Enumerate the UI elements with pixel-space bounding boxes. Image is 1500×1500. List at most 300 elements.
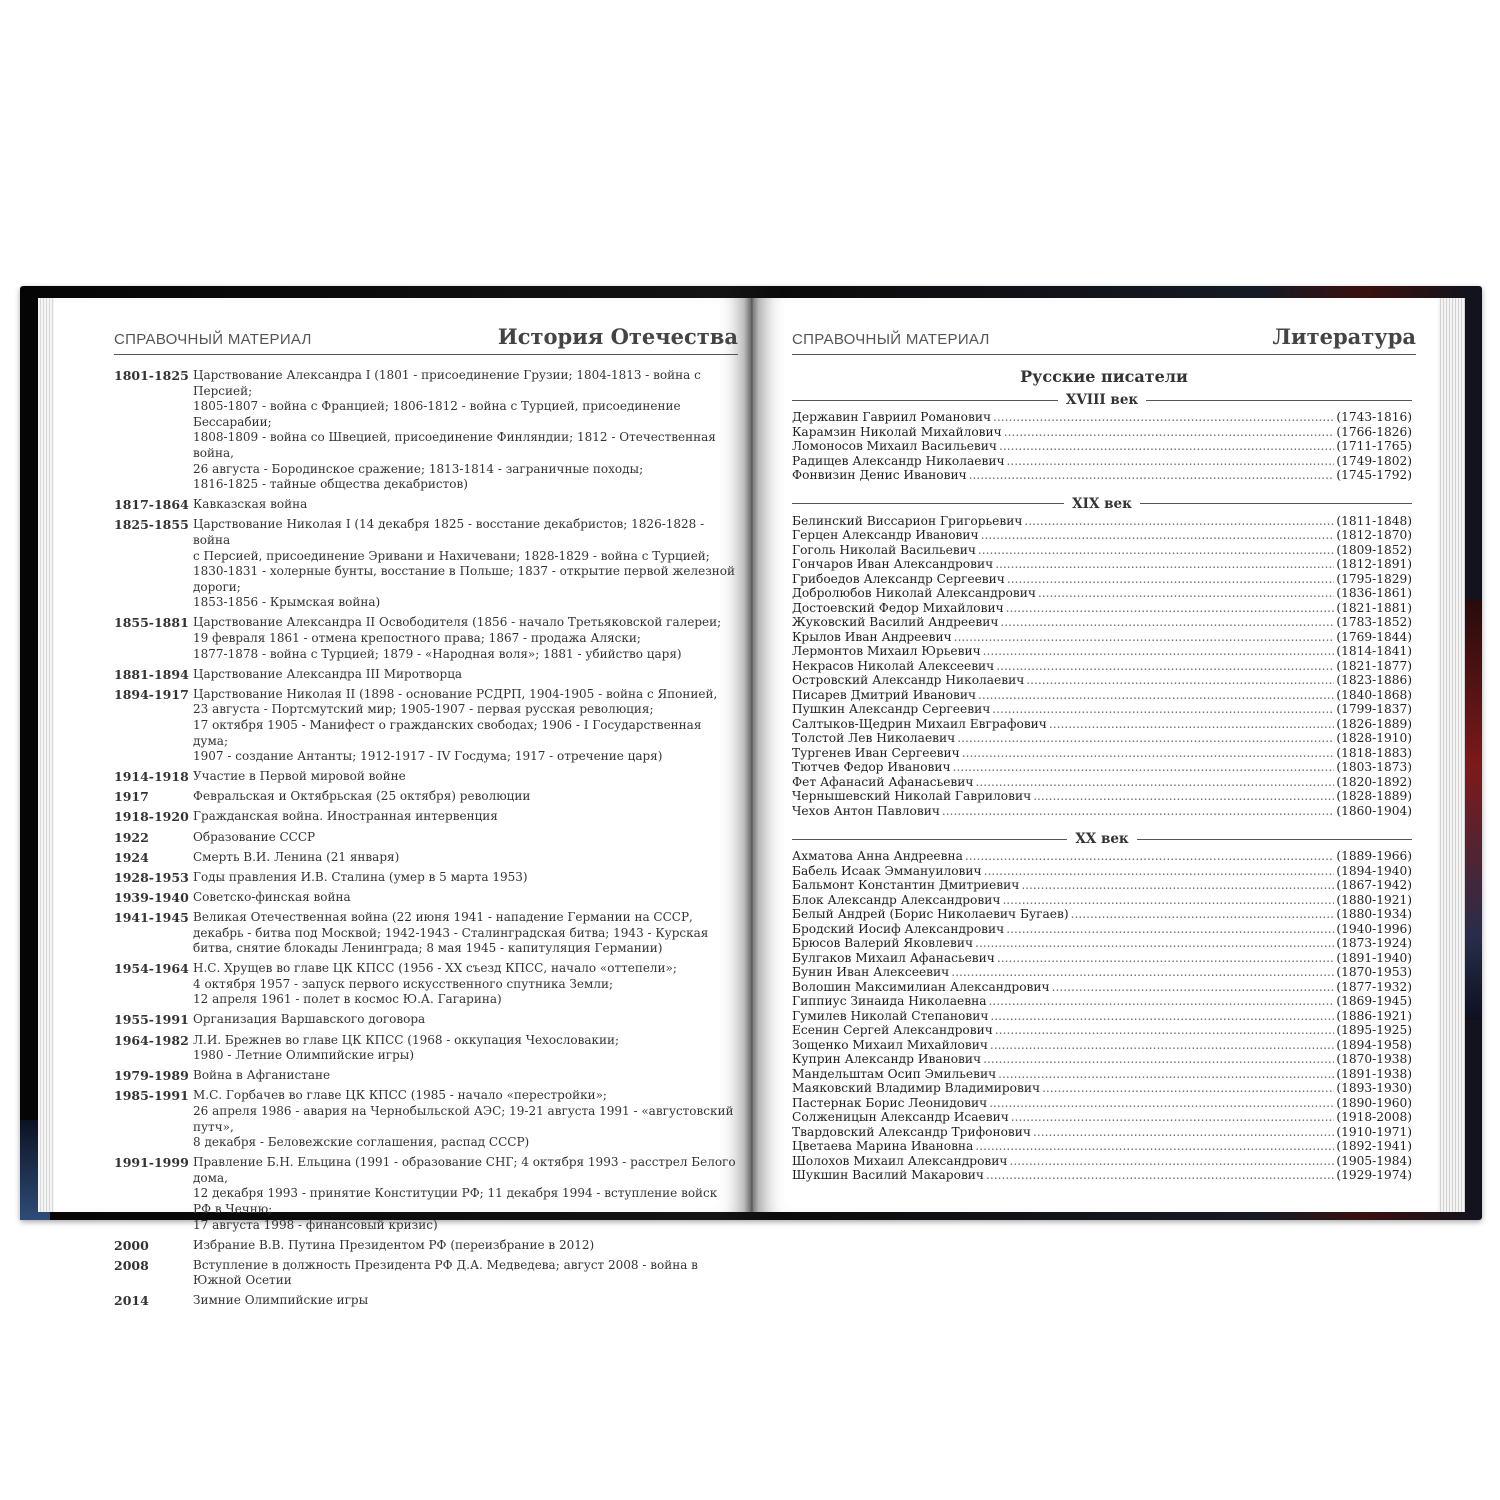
writer-name: Шукшин Василий Макарович (792, 1168, 984, 1182)
writer-row (792, 1168, 1412, 1183)
writer-years: (1940-1996) (1336, 921, 1412, 936)
writer-years: (1823-1886) (1336, 673, 1412, 687)
writer-row (792, 731, 1412, 746)
leader-dots (978, 688, 1334, 703)
timeline-description (193, 870, 738, 886)
writer-years: (1870-1938) (1336, 1052, 1412, 1066)
writer-row (792, 893, 1412, 908)
leader-dots (1021, 878, 1334, 893)
timeline-description (193, 910, 738, 957)
timeline-description (193, 850, 738, 866)
timeline-entry (114, 830, 738, 846)
timeline-entry (114, 789, 738, 805)
writer-name: Островский Александр Николаевич (792, 673, 1025, 687)
leader-dots (975, 1139, 1334, 1154)
timeline-year: 1825-1855 (114, 517, 189, 533)
timeline-line: 17 октября 1905 - Манифест о гражданских свободах; 1906 - I Государственная дума; (193, 717, 702, 748)
timeline-description (193, 1033, 738, 1064)
timeline-line: Избрание В.В. Путина Президентом РФ (переизбрание в 2012) (193, 1237, 595, 1252)
timeline-description (193, 1068, 738, 1084)
writer-years: (1891-1940) (1336, 950, 1412, 965)
writer-row (792, 849, 1412, 864)
timeline-entry (114, 1088, 738, 1150)
timeline-entry (114, 1068, 738, 1084)
writer-name: Крылов Иван Андреевич (792, 629, 952, 644)
timeline-line: 12 апреля 1961 - полет в космос Ю.А. Гагарина) (193, 992, 502, 1007)
leader-dots (1049, 717, 1334, 732)
timeline-entry (114, 1293, 738, 1309)
leader-dots (989, 1096, 1334, 1111)
writer-years: (1814-1841) (1336, 644, 1412, 658)
timeline-description (193, 830, 738, 846)
timeline-line: Царствование Николая II (1898 - основание РСДРП, 1904-1905 - война с Японией, (193, 686, 718, 701)
timeline-line: Правление Б.Н. Ельцина (1991 - образование СНГ; 4 октября 1993 - расстрел Белого дома, (193, 1155, 736, 1185)
writer-name: Фонвизин Денис Иванович (792, 468, 967, 482)
timeline-line: Великая Отечественная война (22 июня 1941 - нападение Германии на СССР, (193, 909, 693, 924)
writers-list (792, 391, 1412, 1183)
writer-name: Бальмонт Константин Дмитриевич (792, 878, 1020, 892)
timeline-entry (114, 667, 738, 683)
writer-name: Мандельштам Осип Эмильевич (792, 1066, 997, 1081)
writer-name: Радищев Александр Николаевич (792, 453, 1005, 468)
leader-dots (1000, 615, 1334, 630)
writer-name: Пастернак Борис Леонидович (792, 1095, 988, 1110)
leader-dots (1042, 1081, 1334, 1096)
writer-row (792, 922, 1412, 937)
writer-years: (1711-1765) (1336, 439, 1412, 453)
writer-name: Фет Афанасий Афанасьевич (792, 774, 974, 789)
left-page-header (114, 324, 738, 349)
timeline-year: 1964-1982 (114, 1032, 189, 1048)
writer-years: (1860-1904) (1336, 803, 1412, 818)
leader-dots (986, 1168, 1334, 1183)
writer-row (792, 965, 1412, 980)
timeline-line: 1816-1825 - тайные общества декабристов) (193, 477, 468, 492)
timeline-description (193, 1088, 738, 1150)
writer-years: (1891-1938) (1336, 1066, 1412, 1081)
timeline-line: 12 декабря 1993 - принятие Конституции РФ; 11 декабря 1994 - вступление войск РФ в Чечню; (193, 1186, 718, 1216)
timeline-year: 1917 (114, 789, 149, 805)
timeline-description (193, 789, 738, 805)
timeline-description (193, 517, 738, 611)
writer-years: (1812-1891) (1336, 557, 1412, 571)
writer-years: (1828-1889) (1336, 789, 1412, 803)
timeline-line: с Персией, присоединение Эривани и Нахичевани; 1828-1829 - война с Турцией; (193, 548, 710, 563)
writer-row (792, 936, 1412, 951)
writer-row (792, 1110, 1412, 1125)
writer-name: Солженицын Александр Исаевич (792, 1110, 1009, 1124)
timeline-year: 1881-1894 (114, 666, 189, 682)
section-title: Русские писатели (1020, 367, 1188, 386)
century-rule-left (792, 400, 1058, 401)
leader-dots (999, 439, 1334, 454)
timeline-line: М.С. Горбачев во главе ЦК КПСС (1985 - начало «перестройки»; (193, 1088, 607, 1103)
writer-name: Державин Гавриил Романович (792, 410, 992, 424)
writer-years: (1811-1848) (1336, 513, 1412, 528)
timeline-description (193, 497, 738, 513)
writer-years: (1880-1921) (1336, 892, 1412, 907)
right-page-header (792, 324, 1416, 349)
timeline-line: 19 февраля 1861 - отмена крепостного права; 1867 - продажа Аляски; (193, 631, 641, 645)
leader-dots (975, 936, 1334, 951)
timeline-line: 1805-1807 - война с Францией; 1806-1812 - война с Турцией, присоединение Бессарабии; (193, 399, 681, 429)
writer-years: (1818-1883) (1336, 745, 1412, 760)
history-timeline (114, 368, 738, 1314)
leader-dots (953, 760, 1335, 775)
left-header-rule (114, 354, 738, 355)
timeline-entry (114, 1238, 738, 1254)
writer-name: Карамзин Николай Михайлович (792, 424, 1002, 439)
writer-name: Цветаева Марина Ивановна (792, 1139, 974, 1153)
leader-dots (1011, 1110, 1335, 1125)
timeline-description (193, 1238, 738, 1254)
writer-name: Бунин Иван Алексеевич (792, 965, 950, 979)
writer-years: (1828-1910) (1336, 731, 1412, 745)
century-rule-right (1137, 839, 1412, 840)
timeline-line: Организация Варшавского договора (193, 1012, 426, 1027)
writer-name: Салтыков-Щедрин Михаил Евграфович (792, 716, 1047, 731)
timeline-line: Война в Афганистане (193, 1068, 331, 1083)
century-heading (792, 831, 1412, 847)
timeline-entry (114, 1155, 738, 1233)
writer-row (792, 760, 1412, 775)
leader-dots (1071, 907, 1335, 922)
writer-years: (1870-1953) (1336, 965, 1412, 979)
timeline-description (193, 368, 738, 493)
leader-dots (1004, 425, 1335, 440)
leader-dots (957, 731, 1334, 746)
leader-dots (951, 965, 1334, 980)
writer-name: Булгаков Михаил Афанасьевич (792, 950, 995, 965)
timeline-entry (114, 1012, 738, 1028)
writer-name: Гончаров Иван Александрович (792, 557, 994, 571)
timeline-line: 1877-1878 - война с Турцией; 1879 - «Народная воля»; 1881 - убийство царя) (193, 646, 682, 661)
leader-dots (983, 644, 1335, 659)
writer-years: (1766-1826) (1336, 424, 1412, 439)
writer-row (792, 659, 1412, 674)
writer-row (792, 1081, 1412, 1096)
writer-years: (1821-1877) (1336, 658, 1412, 673)
writer-name: Маяковский Владимир Владимирович (792, 1081, 1041, 1095)
writer-name: Ломоносов Михаил Васильевич (792, 439, 997, 453)
leader-dots (995, 557, 1334, 572)
writer-name: Бродский Иосиф Александрович (792, 921, 1005, 936)
leader-dots (983, 1052, 1334, 1067)
leader-dots (995, 1023, 1335, 1038)
writer-row (792, 1052, 1412, 1067)
century-heading (792, 392, 1412, 408)
timeline-line: Царствование Николая I (14 декабря 1825 - восстание декабристов; 1826-1828 - война (193, 517, 705, 547)
timeline-line: 1808-1809 - война со Швецией, присоединение Финляндии; 1812 - Отечественная война, (193, 430, 716, 460)
writer-row (792, 528, 1412, 543)
timeline-line: Вступление в должность Президента РФ Д.А. Медведева; август 2008 - война в Южной Осетии (193, 1257, 698, 1288)
century-label: XVIII век (1065, 392, 1139, 408)
writer-row (792, 1009, 1412, 1024)
timeline-year: 1979-1989 (114, 1068, 189, 1084)
timeline-entry (114, 517, 738, 611)
timeline-year: 1954-1964 (114, 961, 189, 977)
century-gap (792, 818, 1412, 830)
writer-years: (1836-1861) (1336, 586, 1412, 600)
writer-name: Герцен Александр Иванович (792, 528, 979, 542)
writer-years: (1745-1792) (1336, 468, 1412, 482)
leader-dots (988, 994, 1334, 1009)
writer-years: (1769-1844) (1336, 629, 1412, 644)
leader-dots (1033, 1125, 1334, 1140)
century-rule-right (1140, 503, 1412, 504)
timeline-line: 23 августа - Портсмутский мир; 1905-1907 - первая русская революция; (193, 702, 654, 717)
writer-years: (1890-1960) (1336, 1095, 1412, 1110)
leader-dots (1006, 922, 1334, 937)
writer-name: Волошин Максимилиан Александрович (792, 979, 1050, 994)
century-rule-left (792, 839, 1067, 840)
timeline-year: 1955-1991 (114, 1012, 189, 1028)
writer-name: Грибоедов Александр Сергеевич (792, 571, 1005, 586)
timeline-year: 1941-1945 (114, 909, 189, 925)
leader-dots (962, 746, 1335, 761)
timeline-year: 1855-1881 (114, 615, 189, 631)
timeline-line: 26 августа - Бородинское сражение; 1813-1814 - заграничные походы; (193, 461, 644, 476)
writer-years: (1918-2008) (1336, 1110, 1412, 1124)
timeline-year: 1924 (114, 849, 149, 865)
leader-dots (1009, 1154, 1334, 1169)
timeline-description (193, 1258, 738, 1289)
writer-row (792, 439, 1412, 454)
writer-years: (1873-1924) (1336, 936, 1412, 950)
timeline-entry (114, 850, 738, 866)
writer-row (792, 425, 1412, 440)
writer-name: Лермонтов Михаил Юрьевич (792, 644, 981, 658)
writer-row (792, 1067, 1412, 1082)
writer-name: Чехов Антон Павлович (792, 803, 940, 818)
writer-row (792, 673, 1412, 688)
writer-years: (1749-1802) (1336, 453, 1412, 468)
writer-years: (1880-1934) (1336, 907, 1412, 921)
writer-name: Достоевский Федор Михайлович (792, 600, 1004, 615)
timeline-entry (114, 1258, 738, 1289)
writer-row (792, 717, 1412, 732)
writer-years: (1799-1837) (1336, 702, 1412, 716)
timeline-entry (114, 809, 738, 825)
leader-dots (942, 804, 1334, 819)
leader-dots (990, 1009, 1334, 1024)
timeline-year: 1922 (114, 829, 149, 845)
writer-name: Белинский Виссарион Григорьевич (792, 513, 1023, 528)
timeline-description (193, 667, 738, 683)
writer-years: (1869-1945) (1336, 994, 1412, 1008)
leader-dots (993, 410, 1334, 425)
timeline-description (193, 890, 738, 906)
writer-name: Блок Александр Александрович (792, 892, 1001, 907)
writer-row (792, 864, 1412, 879)
writer-row (792, 557, 1412, 572)
timeline-line: Образование СССР (193, 829, 316, 844)
leader-dots (1007, 454, 1335, 469)
writer-row (792, 1139, 1412, 1154)
writer-row (792, 775, 1412, 790)
writer-row (792, 746, 1412, 761)
right-page-kicker: СПРАВОЧНЫЙ МАТЕРИАЛ (792, 331, 990, 348)
century-heading (792, 496, 1412, 512)
page-stack-right (1435, 298, 1465, 1212)
leader-dots (965, 849, 1334, 864)
leader-dots (1024, 514, 1334, 529)
timeline-line: Февральская и Октябрьская (25 октября) революции (193, 789, 531, 804)
timeline-year: 1801-1825 (114, 368, 189, 383)
timeline-line: Царствование Александра III Миротворца (193, 666, 463, 681)
writer-row (792, 543, 1412, 558)
writer-row (792, 644, 1412, 659)
writer-years: (1795-1829) (1336, 571, 1412, 586)
writer-years: (1893-1930) (1336, 1081, 1412, 1095)
writer-row (792, 1096, 1412, 1111)
timeline-year: 1918-1920 (114, 809, 189, 825)
writer-name: Бабель Исаак Эммануилович (792, 863, 982, 878)
timeline-description (193, 687, 738, 765)
leader-dots (997, 951, 1334, 966)
left-page-title: История Отечества (497, 324, 738, 349)
timeline-line: декабрь - битва под Москвой; 1942-1943 - Сталинградская битва; 1943 - Курская (193, 925, 709, 940)
timeline-entry (114, 497, 738, 513)
writer-years: (1905-1984) (1336, 1153, 1412, 1168)
century-rule-left (792, 503, 1064, 504)
writer-row (792, 615, 1412, 630)
timeline-year: 1985-1991 (114, 1088, 189, 1104)
writer-row (792, 878, 1412, 893)
writer-years: (1910-1971) (1336, 1124, 1412, 1139)
writer-row (792, 980, 1412, 995)
writer-name: Гумилев Николай Степанович (792, 1008, 989, 1023)
writer-years: (1892-1941) (1336, 1139, 1412, 1153)
writer-name: Жуковский Василий Андреевич (792, 615, 999, 629)
timeline-entry (114, 1033, 738, 1064)
century-rule-right (1146, 400, 1412, 401)
timeline-line: Кавказская война (193, 497, 308, 512)
timeline-year: 1914-1918 (114, 769, 189, 785)
writer-name: Чернышевский Николай Гаврилович (792, 789, 1032, 803)
writer-years: (1889-1966) (1336, 849, 1412, 863)
timeline-line: Гражданская война. Иностранная интервенция (193, 809, 498, 824)
timeline-line: 1853-1856 - Крымская война) (193, 595, 381, 610)
century-label: XX век (1075, 831, 1129, 847)
writer-years: (1929-1974) (1336, 1168, 1412, 1182)
leader-dots (1038, 586, 1334, 601)
timeline-line: битва, снятие блокады Ленинграда; 8 мая 1945 - капитуляция Германии) (193, 941, 663, 956)
timeline-line: Годы правления И.В. Сталина (умер в 5 марта 1953) (193, 869, 528, 884)
timeline-entry (114, 615, 738, 662)
writer-row (792, 514, 1412, 529)
century-gap (792, 483, 1412, 495)
writer-row (792, 804, 1412, 819)
timeline-year: 1817-1864 (114, 497, 189, 513)
writer-name: Есенин Сергей Александрович (792, 1023, 993, 1037)
leader-dots (1033, 789, 1334, 804)
timeline-year: 1894-1917 (114, 686, 189, 702)
writer-row (792, 702, 1412, 717)
writer-name: Гиппиус Зинаида Николаевна (792, 994, 987, 1008)
timeline-entry (114, 910, 738, 957)
timeline-line: 26 апреля 1986 - авария на Чернобыльской АЭС; 19-21 августа 1991 - «августовский путч», (193, 1103, 734, 1134)
writer-row (792, 468, 1412, 483)
writer-name: Ахматова Анна Андреевна (792, 849, 963, 863)
right-page (758, 298, 1438, 1212)
writer-name: Твардовский Александр Трифонович (792, 1124, 1031, 1139)
writer-row (792, 994, 1412, 1009)
timeline-description (193, 809, 738, 825)
leader-dots (990, 1038, 1334, 1053)
writer-years: (1826-1889) (1336, 716, 1412, 731)
timeline-entry (114, 890, 738, 906)
writer-years: (1821-1881) (1336, 600, 1412, 615)
writer-years: (1809-1852) (1336, 542, 1412, 557)
timeline-year: 2000 (114, 1237, 149, 1253)
writer-years: (1820-1892) (1336, 774, 1412, 789)
writer-years: (1877-1932) (1336, 979, 1412, 994)
timeline-line: 1980 - Летние Олимпийские игры) (193, 1048, 415, 1063)
timeline-description (193, 1155, 738, 1233)
writer-years: (1743-1816) (1336, 410, 1412, 424)
writer-name: Зощенко Михаил Михайлович (792, 1037, 988, 1052)
timeline-description (193, 1293, 738, 1309)
writer-years: (1867-1942) (1336, 878, 1412, 892)
writer-name: Белый Андрей (Борис Николаевич Бугаев) (792, 907, 1069, 921)
timeline-description (193, 961, 738, 1008)
writer-row (792, 951, 1412, 966)
right-page-title: Литература (1272, 324, 1416, 349)
writer-row (792, 586, 1412, 601)
timeline-entry (114, 687, 738, 765)
writer-name: Добролюбов Николай Александрович (792, 586, 1036, 600)
leader-dots (1052, 980, 1335, 995)
leader-dots (981, 528, 1335, 543)
writer-row (792, 1023, 1412, 1038)
writer-years: (1895-1925) (1336, 1023, 1412, 1037)
writer-name: Брюсов Валерий Яковлевич (792, 936, 974, 950)
timeline-line: 17 августа 1998 - финансовый кризис) (193, 1217, 438, 1232)
timeline-line: 1830-1831 - холерные бунты, восстание в Польше; 1837 - открытие первой железной дороги; (193, 564, 736, 594)
writer-years: (1803-1873) (1336, 760, 1412, 774)
writer-years: (1886-1921) (1336, 1008, 1412, 1023)
leader-dots (996, 659, 1334, 674)
leader-dots (978, 543, 1334, 558)
timeline-line: 4 октября 1957 - запуск первого искусственного спутника Земли; (193, 976, 613, 991)
writer-years: (1783-1852) (1336, 615, 1412, 629)
century-label: XIX век (1072, 495, 1132, 512)
timeline-line: Царствование Александра II Освободителя (1856 - начало Третьяковской галереи; (193, 615, 722, 630)
leader-dots (975, 775, 1334, 790)
timeline-entry (114, 769, 738, 785)
timeline-line: Советско-финская война (193, 889, 351, 904)
writer-name: Тютчев Федор Иванович (792, 760, 951, 774)
leader-dots (969, 468, 1335, 483)
writer-name: Пушкин Александр Сергеевич (792, 702, 991, 716)
timeline-line: 8 декабря - Беловежские соглашения, распад СССР) (193, 1135, 530, 1150)
timeline-year: 1939-1940 (114, 889, 189, 905)
left-page (54, 298, 746, 1309)
writer-name: Куприн Александр Иванович (792, 1052, 982, 1066)
timeline-line: Л.И. Брежнев во главе ЦК КПСС (1968 - оккупация Чехословакии; (193, 1032, 620, 1047)
timeline-line: Н.С. Хрущев во главе ЦК КПСС (1956 - XX съезд КПСС, начало «оттепели»; (193, 961, 677, 976)
timeline-line: 1907 - создание Антанты; 1912-1917 - IV Госдума; 1917 - отречение царя) (193, 749, 663, 764)
timeline-entry (114, 961, 738, 1008)
timeline-year: 2008 (114, 1257, 149, 1273)
timeline-description (193, 769, 738, 785)
writer-years: (1812-1870) (1336, 528, 1412, 542)
writer-row (792, 688, 1412, 703)
writer-row (792, 789, 1412, 804)
writer-name: Гоголь Николай Васильевич (792, 542, 976, 557)
writer-name: Писарев Дмитрий Иванович (792, 687, 977, 702)
